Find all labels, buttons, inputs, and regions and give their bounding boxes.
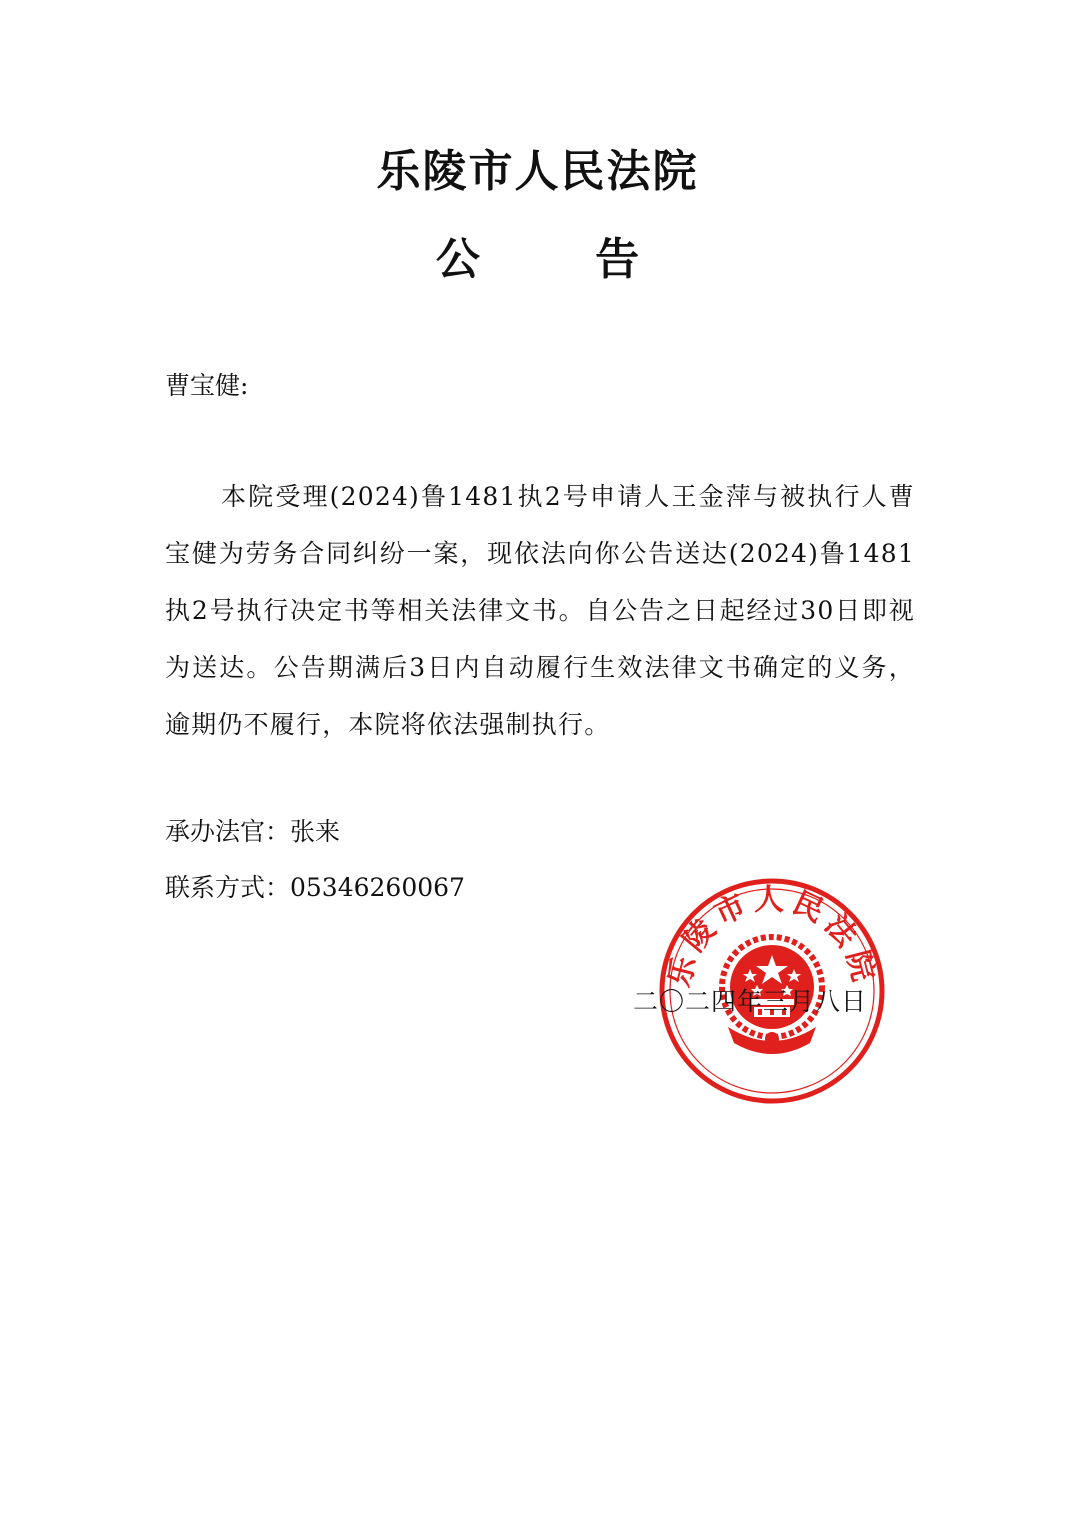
seal-text: 乐陵市人民法院 xyxy=(661,882,883,991)
court-name-title: 乐陵市人民法院 xyxy=(376,146,699,197)
notice-body: 本院受理(2024)鲁1481执2号申请人王金萍与被执行人曹宝健为劳务合同纠纷一案，现依法向你公告送达(2024)鲁1481执2号执行决定书等相关法律文书。自公告之日起经过30日即视为送达。公告期满后3日内自动履行生效法律文书确定的义务，逾期仍不履行，本院将依法强制执行。 xyxy=(165,482,915,739)
addressee: 曹宝健: xyxy=(165,371,249,400)
contact-phone: 联系方式：05346260067 xyxy=(165,873,465,902)
issue-date: 二〇二四年三月八日 xyxy=(633,987,868,1016)
document-type-title: 公 告 xyxy=(435,234,690,285)
presiding-judge: 承办法官：张来 xyxy=(165,817,341,846)
